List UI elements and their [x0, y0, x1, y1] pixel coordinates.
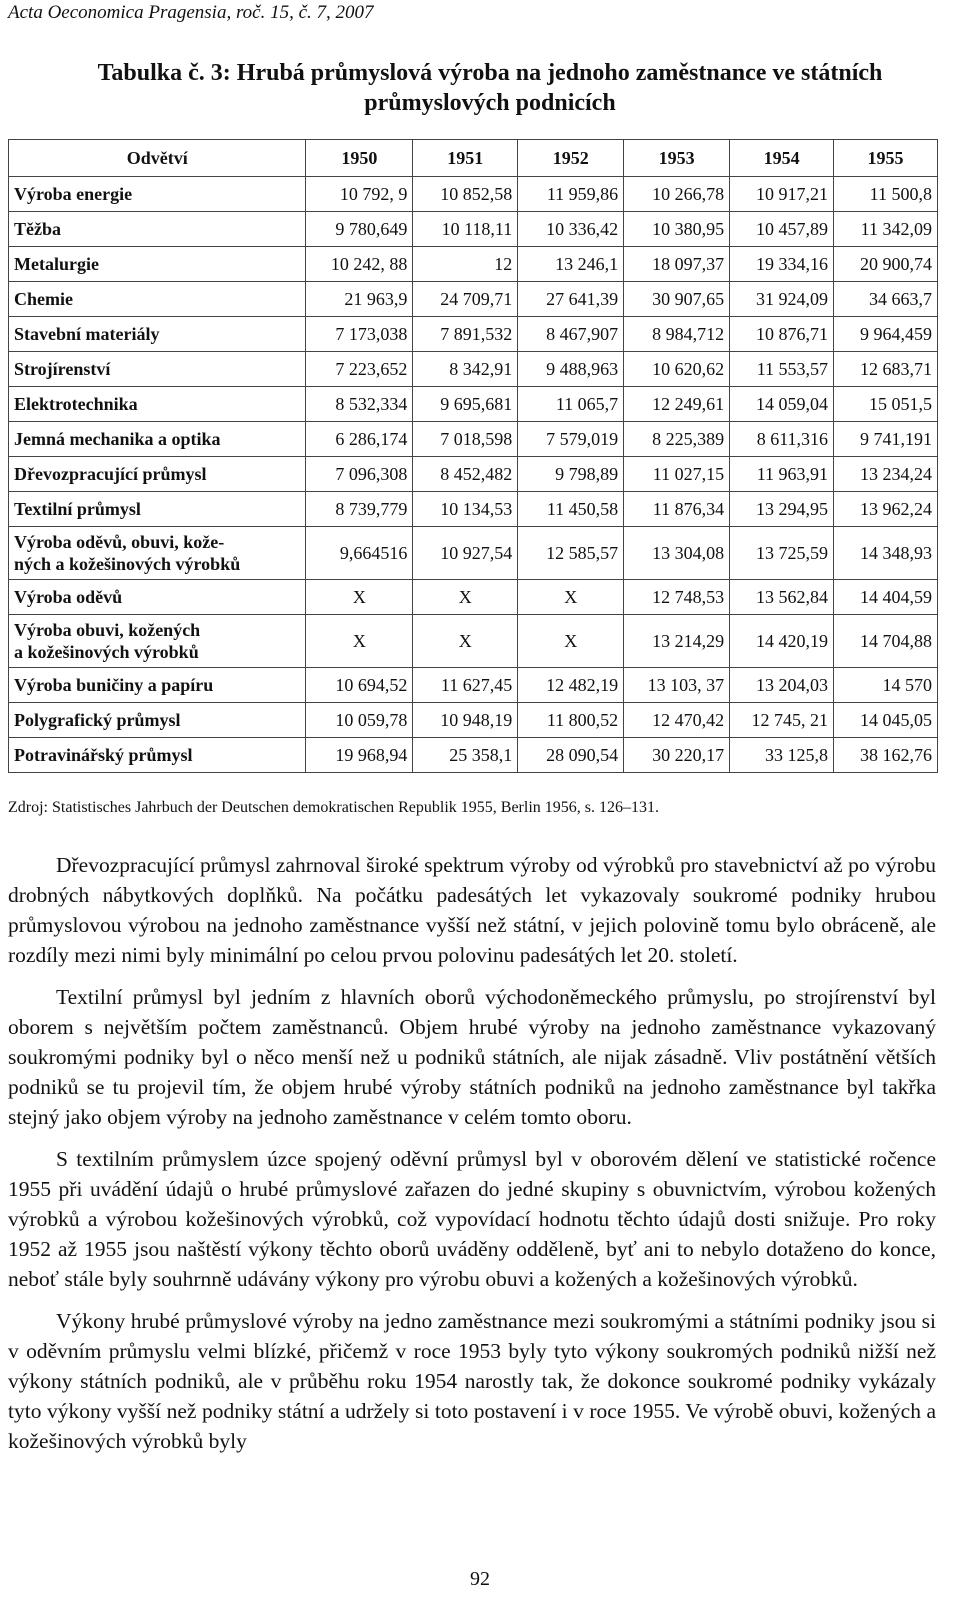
table-cell: 8 611,316: [730, 422, 834, 457]
table-cell: 8 739,779: [306, 492, 413, 527]
table-cell: 38 162,76: [834, 738, 938, 773]
row-label: [9, 615, 306, 668]
table-cell: 7 173,038: [306, 317, 413, 352]
table-cell: 11 876,34: [624, 492, 730, 527]
table-cell: 13 214,29: [624, 615, 730, 668]
row-label-line: Potravinářský průmysl: [14, 745, 193, 765]
row-label-line: Chemie: [14, 289, 73, 309]
row-label: [9, 422, 306, 457]
table-cell: 10 266,78: [624, 177, 730, 212]
data-table: [8, 139, 938, 773]
table-cell: X: [413, 615, 518, 668]
table-cell: 9 488,963: [518, 352, 624, 387]
row-label: [9, 387, 306, 422]
table-cell: 13 294,95: [730, 492, 834, 527]
table-cell: 10 927,54: [413, 527, 518, 580]
table-cell: 10 336,42: [518, 212, 624, 247]
table-cell: 7 223,652: [306, 352, 413, 387]
table-cell: 19 334,16: [730, 247, 834, 282]
table-row: [9, 527, 938, 580]
table-cell: 15 051,5: [834, 387, 938, 422]
row-label: [9, 212, 306, 247]
table-cell: 24 709,71: [413, 282, 518, 317]
table-cell: 33 125,8: [730, 738, 834, 773]
table-cell: 9 798,89: [518, 457, 624, 492]
row-label-line: Polygrafický průmysl: [14, 710, 181, 730]
table-cell: 14 348,93: [834, 527, 938, 580]
table-cell: 11 800,52: [518, 703, 624, 738]
table-cell: 6 286,174: [306, 422, 413, 457]
column-header: 1955: [834, 140, 938, 177]
table-cell: X: [518, 580, 624, 615]
row-label-line: Strojírenství: [14, 359, 111, 379]
row-label-line: Těžba: [14, 219, 61, 239]
column-header: Odvětví: [9, 140, 306, 177]
table-cell: 9 741,191: [834, 422, 938, 457]
table-row: [9, 212, 938, 247]
row-label-line: Metalurgie: [14, 254, 99, 274]
table-row: [9, 738, 938, 773]
table-cell: 10 134,53: [413, 492, 518, 527]
table-row: [9, 580, 938, 615]
table-cell: 13 962,24: [834, 492, 938, 527]
table-cell: 14 420,19: [730, 615, 834, 668]
table-cell: 13 562,84: [730, 580, 834, 615]
row-label-line: Jemná mechanika a optika: [14, 429, 221, 449]
table-row: [9, 247, 938, 282]
table-cell: 11 450,58: [518, 492, 624, 527]
table-cell: 10 242, 88: [306, 247, 413, 282]
row-label-line: Elektrotechnika: [14, 394, 138, 414]
table-cell: 14 404,59: [834, 580, 938, 615]
row-label: [9, 177, 306, 212]
table-title-line-2: průmyslových podnicích: [364, 90, 616, 116]
journal-header: Acta Oeconomica Pragensia, roč. 15, č. 7, 2007: [8, 2, 374, 23]
table-cell: 28 090,54: [518, 738, 624, 773]
table-row: [9, 317, 938, 352]
table-cell: X: [518, 615, 624, 668]
table-cell: X: [306, 580, 413, 615]
table-cell: 9 695,681: [413, 387, 518, 422]
table-cell: 10 118,11: [413, 212, 518, 247]
table-cell: 11 342,09: [834, 212, 938, 247]
table-row: [9, 457, 938, 492]
table-cell: 10 380,95: [624, 212, 730, 247]
table-cell: 18 097,37: [624, 247, 730, 282]
row-label: [9, 352, 306, 387]
row-label-line: a kožešinových výrobků: [14, 642, 199, 662]
row-label: [9, 457, 306, 492]
table-cell: 9,664516: [306, 527, 413, 580]
table-cell: 8 342,91: [413, 352, 518, 387]
table-cell: 14 059,04: [730, 387, 834, 422]
table-row: [9, 177, 938, 212]
table-cell: 10 694,52: [306, 668, 413, 703]
column-header: 1951: [413, 140, 518, 177]
table-cell: 12 585,57: [518, 527, 624, 580]
row-label-line: Výroba energie: [14, 184, 133, 204]
row-label-line: Výroba oděvů, obuvi, kože-: [14, 532, 225, 552]
table-cell: 10 917,21: [730, 177, 834, 212]
table-cell: 8 225,389: [624, 422, 730, 457]
row-label: [9, 703, 306, 738]
table-cell: 11 963,91: [730, 457, 834, 492]
table-cell: 10 620,62: [624, 352, 730, 387]
table-row: [9, 352, 938, 387]
table-cell: 8 532,334: [306, 387, 413, 422]
table-row: [9, 387, 938, 422]
table-cell: 13 246,1: [518, 247, 624, 282]
table-cell: 10 948,19: [413, 703, 518, 738]
table-cell: 12 249,61: [624, 387, 730, 422]
column-header: 1954: [730, 140, 834, 177]
row-label: [9, 738, 306, 773]
paragraph: S textilním průmyslem úzce spojený oděvní průmysl byl v oborovém dělení ve statistické ročence 1955 při uvádění údajů o hrubé průmyslové zařazen do jedné skupiny s obuvnictvím, výrobou kožených výrobků a výrobou kožešinových výrobků, což vypovídací hodnotu těchto údajů dosti snižuje. Pro roky 1952 až 1955 jsou naštěstí výkony těchto oborů uváděny odděleně, byť ani to nebylo dotaženo do konce, neboť stále byly souhrnně udávány výkony pro výrobu obuvi a kožených a kožešinových výrobků.: [8, 1147, 936, 1291]
table-cell: 12: [413, 247, 518, 282]
row-label: [9, 527, 306, 580]
table-cell: 14 704,88: [834, 615, 938, 668]
row-label: [9, 668, 306, 703]
table-cell: 13 234,24: [834, 457, 938, 492]
table-row: [9, 668, 938, 703]
table-cell: 12 748,53: [624, 580, 730, 615]
body-text: [8, 850, 936, 1468]
paragraph: Dřevozpracující průmysl zahrnoval široké spektrum výroby od výrobků pro stavebnictví až po výrobu drobných nábytkových doplňků. Na počátku padesátých let vykazovaly soukromé podniky hrubou průmyslovou výrobou na jednoho zaměstnance vyšší než státní, v jejich polovině tomu bylo obráceně, ale rozdíly mezi nimi byly minimální po celou prvou polovinu padesátých let 20. století.: [8, 853, 936, 967]
table-cell: 9 780,649: [306, 212, 413, 247]
table-header-row: [9, 140, 938, 177]
row-label: [9, 282, 306, 317]
page-number: 92: [470, 1568, 490, 1590]
table-cell: 13 204,03: [730, 668, 834, 703]
table-cell: 8 452,482: [413, 457, 518, 492]
table-cell: 21 963,9: [306, 282, 413, 317]
table-cell: 7 891,532: [413, 317, 518, 352]
row-label-line: Textilní průmysl: [14, 499, 141, 519]
paragraph: Výkony hrubé průmyslové výroby na jedno zaměstnance mezi soukromými a státními podniky jsou si v oděvním průmyslu velmi blízké, přičemž v roce 1953 byly tyto výkony soukromých podniků nižší než výkony státních podniků, ale v průběhu roku 1954 narostly tak, že dokonce soukromé podniky vykázaly tyto výkony vyšší než podniky státní a udržely si toto postavení i v roce 1955. Ve výrobě obuvi, kožených a kožešinových výrobků byly: [8, 1309, 936, 1453]
table-cell: 10 059,78: [306, 703, 413, 738]
table-cell: 7 018,598: [413, 422, 518, 457]
column-header: 1950: [306, 140, 413, 177]
row-label-line: Stavební materiály: [14, 324, 160, 344]
row-label-line: Výroba buničiny a papíru: [14, 675, 214, 695]
table-cell: 10 792, 9: [306, 177, 413, 212]
table-cell: 19 968,94: [306, 738, 413, 773]
table-cell: 8 984,712: [624, 317, 730, 352]
table-cell: 7 579,019: [518, 422, 624, 457]
table-cell: 10 852,58: [413, 177, 518, 212]
table-cell: 11 959,86: [518, 177, 624, 212]
table-cell: 11 065,7: [518, 387, 624, 422]
table-title-line-1: Tabulka č. 3: Hrubá průmyslová výroba na jednoho zaměstnance ve státních: [97, 60, 883, 86]
column-header: 1952: [518, 140, 624, 177]
table-cell: 13 725,59: [730, 527, 834, 580]
table-cell: 12 470,42: [624, 703, 730, 738]
row-label-line: ných a kožešinových výrobků: [14, 554, 241, 574]
table-cell: 9 964,459: [834, 317, 938, 352]
table-row: [9, 282, 938, 317]
table-cell: 14 045,05: [834, 703, 938, 738]
table-cell: 13 103, 37: [624, 668, 730, 703]
table-cell: 11 027,15: [624, 457, 730, 492]
row-label-line: Dřevozpracující průmysl: [14, 464, 207, 484]
table-cell: 14 570: [834, 668, 938, 703]
table-cell: 11 553,57: [730, 352, 834, 387]
table-cell: 12 745, 21: [730, 703, 834, 738]
table-cell: X: [306, 615, 413, 668]
column-header: 1953: [624, 140, 730, 177]
row-label-line: Výroba obuvi, kožených: [14, 620, 201, 640]
table-row: [9, 703, 938, 738]
row-label: [9, 317, 306, 352]
table-cell: 25 358,1: [413, 738, 518, 773]
table-cell: 30 220,17: [624, 738, 730, 773]
table-title: [40, 58, 940, 118]
table-cell: 10 876,71: [730, 317, 834, 352]
row-label-line: Výroba oděvů: [14, 587, 123, 607]
table-cell: 27 641,39: [518, 282, 624, 317]
row-label: [9, 580, 306, 615]
table-cell: 34 663,7: [834, 282, 938, 317]
table-cell: 11 500,8: [834, 177, 938, 212]
table-cell: 20 900,74: [834, 247, 938, 282]
table-cell: 30 907,65: [624, 282, 730, 317]
table-cell: 10 457,89: [730, 212, 834, 247]
paragraph: Textilní průmysl byl jedním z hlavních oborů východoněmeckého průmyslu, po strojírenství byl oborem s největším počtem zaměstnanců. Objem hrubé výroby na jednoho zaměstnance vykazovaný soukromými podniky byl o něco menší než u podniků státních, ale nijak zásadně. Vliv postátnění větších podniků se tu projevil tím, že objem hrubé výroby státních podniků na jednoho zaměstnance byl takřka stejný jako objem výroby na jednoho zaměstnance v celém tomto oboru.: [8, 985, 936, 1129]
table-row: [9, 492, 938, 527]
table-cell: 13 304,08: [624, 527, 730, 580]
table-cell: 31 924,09: [730, 282, 834, 317]
table-cell: 7 096,308: [306, 457, 413, 492]
source-note: Zdroj: Statistisches Jahrbuch der Deutschen demokratischen Republik 1955, Berlin 1956, s. 126–131.: [8, 799, 659, 816]
table-row: [9, 615, 938, 668]
table-cell: 12 683,71: [834, 352, 938, 387]
table-cell: 11 627,45: [413, 668, 518, 703]
table-row: [9, 422, 938, 457]
table-cell: X: [413, 580, 518, 615]
row-label: [9, 247, 306, 282]
table-cell: 8 467,907: [518, 317, 624, 352]
table-body: [9, 177, 938, 773]
table-cell: 12 482,19: [518, 668, 624, 703]
row-label: [9, 492, 306, 527]
